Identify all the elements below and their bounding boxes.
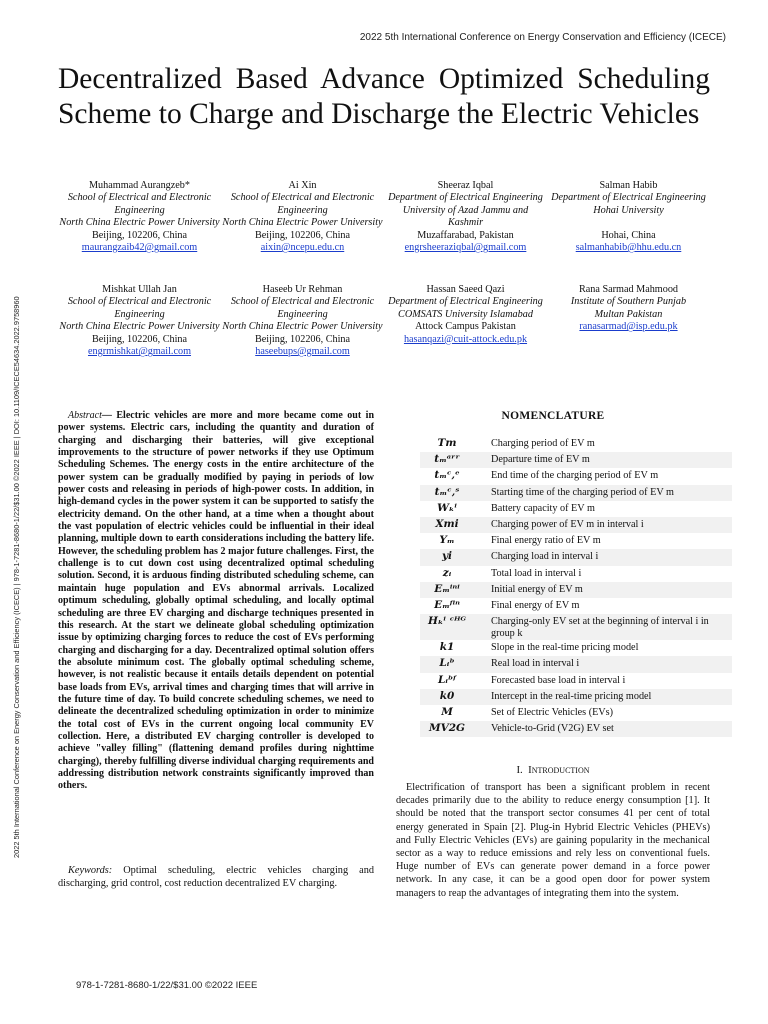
author-name: Salman Habib bbox=[599, 180, 658, 191]
nomenclature-definition: Charging power of EV m in interval i bbox=[491, 518, 644, 530]
nomenclature-table bbox=[420, 436, 732, 737]
nomenclature-symbol: Xmi bbox=[435, 517, 459, 530]
table-row bbox=[420, 598, 732, 614]
author-city: Beijing, 102206, China bbox=[91, 229, 188, 241]
side-doi-text: 2022 5th International Conference on Energy Conservation and Efficiency (ICECE) | 978-1-7281-8680-1/22/$31.00 ©2022 IEEE | DOI: 10.1109/ICECE54634.2022.9758960 bbox=[12, 296, 21, 858]
nomenclature-definition: Final energy of EV m bbox=[491, 599, 580, 611]
nomenclature-symbol: k1 bbox=[439, 641, 455, 654]
abstract-label: Abstract bbox=[68, 410, 102, 421]
nomenclature-symbol: Eₘⁱⁿⁱ bbox=[434, 582, 460, 595]
nomenclature-symbol: zᵢ bbox=[442, 566, 452, 579]
author-affiliation: Institute of Southern Punjab bbox=[570, 296, 687, 308]
author-block bbox=[221, 180, 384, 254]
table-row bbox=[420, 468, 732, 484]
nomenclature-symbol: Wₖⁱ bbox=[437, 501, 457, 514]
author-affiliation: North China Electric Power University bbox=[222, 321, 383, 333]
author-affiliation: Department of Electrical Engineering bbox=[388, 296, 543, 308]
nomenclature-definition: Starting time of the charging period of EV m bbox=[491, 486, 674, 498]
table-row bbox=[420, 566, 732, 582]
nomenclature-definition: Total load in interval i bbox=[491, 567, 582, 579]
table-row bbox=[420, 517, 732, 533]
table-row bbox=[420, 689, 732, 705]
table-row bbox=[420, 721, 732, 737]
author-email-link[interactable]: engrsheeraziqbal@gmail.com bbox=[404, 242, 527, 254]
table-row bbox=[420, 673, 732, 689]
nomenclature-definition: Charging period of EV m bbox=[491, 438, 595, 449]
author-affiliation: North China Electric Power University bbox=[59, 217, 220, 229]
table-row bbox=[420, 436, 732, 452]
page-footer: 978-1-7281-8680-1/22/$31.00 ©2022 IEEE bbox=[76, 980, 258, 991]
introduction-paragraph: Electrification of transport has been a significant problem in recent decades primarily due to the ability to reduce energy consumption [1]. It should be noted that the transport sector consumes 41 per cent of total energy generated in Spain [2]. Plug-in Hybrid Electric Vehicles (PHEVs) and Fully Electric Vehicles (EVs) are gaining popularity in the mechanical sector as a way to reduce emissions and rely less on conventional fuels. Huge number of EVs can generate power demand in a force power network. In any case, it can be a good open door for power system managers to reap the advantages of integrating them into the system. bbox=[396, 782, 710, 899]
author-email-link[interactable]: aixin@ncepu.edu.cn bbox=[260, 242, 345, 254]
author-affiliation: Hohai University bbox=[593, 204, 664, 216]
nomenclature-symbol: Lᵢᵇᶠ bbox=[438, 673, 456, 686]
nomenclature-definition: Battery capacity of EV m bbox=[491, 502, 595, 514]
keywords-text: Optimal scheduling, electric vehicles charging and discharging, grid control, cost reduction decentralized EV charging. bbox=[58, 865, 374, 889]
table-row bbox=[420, 501, 732, 517]
nomenclature-definition: End time of the charging period of EV m bbox=[491, 470, 659, 482]
nomenclature-definition: Forecasted base load in interval i bbox=[491, 674, 626, 686]
author-city: Beijing, 102206, China bbox=[91, 333, 188, 345]
table-row bbox=[420, 640, 732, 656]
author-affiliation: North China Electric Power University bbox=[59, 321, 220, 333]
author-block bbox=[384, 284, 547, 358]
author-affiliation: School of Electrical and Electronic Engineering bbox=[67, 192, 212, 216]
author-name: Muhammad Aurangzeb* bbox=[89, 180, 190, 191]
keywords-label: Keywords: bbox=[68, 865, 113, 876]
table-row bbox=[420, 582, 732, 598]
nomenclature-symbol: MV2G bbox=[428, 722, 466, 735]
author-affiliation: School of Electrical and Electronic Engineering bbox=[230, 192, 375, 216]
author-affiliation: School of Electrical and Electronic Engineering bbox=[67, 296, 212, 320]
author-city: Attock Campus Pakistan bbox=[415, 321, 516, 333]
author-row-1 bbox=[58, 180, 710, 254]
table-row bbox=[420, 705, 732, 721]
nomenclature-symbol: tₘᶜ‚ᵉ bbox=[434, 469, 460, 482]
author-city: Beijing, 102206, China bbox=[254, 333, 351, 345]
nomenclature-definition: Initial energy of EV m bbox=[491, 583, 583, 595]
author-name: Hassan Saeed Qazi bbox=[426, 284, 505, 295]
nomenclature-definition: Slope in the real-time pricing model bbox=[491, 642, 639, 654]
paper-title: Decentralized Based Advance Optimized Scheduling Scheme to Charge and Discharge the Electric Vehicles bbox=[58, 63, 710, 130]
nomenclature-symbol: tₘᵃʳʳ bbox=[434, 453, 460, 466]
side-doi-strip bbox=[12, 168, 28, 858]
nomenclature-symbol: M bbox=[441, 706, 453, 718]
table-row bbox=[420, 533, 732, 549]
nomenclature-definition: Intercept in the real-time pricing model bbox=[491, 690, 652, 702]
author-email-link[interactable]: hasanqazi@cuit-attock.edu.pk bbox=[403, 333, 528, 345]
nomenclature-definition: Final energy ratio of EV m bbox=[491, 535, 601, 547]
table-row bbox=[420, 656, 732, 672]
nomenclature-symbol: Tm bbox=[437, 437, 457, 449]
author-block bbox=[384, 180, 547, 254]
author-email-link[interactable]: ranasarmad@isp.edu.pk bbox=[579, 321, 678, 333]
nomenclature-title: NOMENCLATURE bbox=[501, 410, 605, 422]
author-block bbox=[58, 180, 221, 254]
author-affiliation: Multan Pakistan bbox=[594, 308, 663, 320]
author-name: Ai Xin bbox=[288, 180, 317, 191]
nomenclature-symbol: Eₘᶠⁱⁿ bbox=[434, 598, 460, 611]
author-row-2 bbox=[58, 284, 710, 358]
section-heading-introduction bbox=[396, 764, 710, 776]
nomenclature-definition: Set of Electric Vehicles (EVs) bbox=[491, 707, 614, 718]
author-spacer bbox=[547, 217, 710, 229]
nomenclature-definition: Charging-only EV set at the beginning of interval i in group k bbox=[491, 616, 709, 639]
author-email-link[interactable]: salmanhabib@hhu.edu.cn bbox=[575, 242, 682, 254]
nomenclature-definition: Real load in interval i bbox=[491, 658, 580, 670]
nomenclature-symbol: yi bbox=[441, 550, 453, 563]
nomenclature-symbol: k0 bbox=[439, 689, 455, 702]
author-city: Muzaffarabad, Pakistan bbox=[417, 229, 514, 241]
author-affiliation: Department of Electrical Engineering bbox=[388, 192, 543, 204]
table-row bbox=[420, 452, 732, 468]
section-number: I. bbox=[516, 764, 523, 776]
author-block bbox=[58, 284, 221, 358]
author-affiliation: School of Electrical and Electronic Engineering bbox=[230, 296, 375, 320]
author-block bbox=[221, 284, 384, 358]
nomenclature-definition: Departure time of EV m bbox=[491, 454, 590, 466]
keywords bbox=[58, 864, 374, 890]
abstract-text: Electric vehicles are more and more became come out in power systems. Electric cars, including the quantity and duration of charging and discharging their batteries, will give exceptional improvements to the structure of power networks if they use Optimum Scheduling Schemes. The energy costs in the entire architecture of the power system can be gradually modified by paying in periods of low power costs and releasing in periods of high-power costs. In addition, in high-demand cycles in the power system it can be supported to satisfy the electricity demand. On the other hand, at a time when a thought about the vast population of electric vehicles could be influential in their ideal planning, multiple down to earth considerations including the battery life. However, the scheduling problem has 2 major future challenges. First, the challenge is to cut down cost using decentralized optimal scheduling solution. Second, it is arduous finding distributed scheduling scheme, can maintain huge population and EVs abnormal arrivals. Localized optimum scheduling, globally optimal scheduling, and locally optimal scheduling are three EV charging and discharge techniques presented in this research. At the start we delineate global scheduling optimization issue by optimizing charging forces to reduce the cost of EVs performing charging and discharging for a day. Decentralized optimal solution offers the absolute minimum cost. The globally optimal scheduling scheme, however, is not realistic because it entails details dependent on potential base loads from EVs, arrival times and charging times that will arrive in the future time of day. To build concrete scheduling schemes, we need to delineate the decentralized scheduling optimization in order to minimize the total cost of EVs in the current ongoing local community EV collection. Here, a distributed EV charging controller is developed to achieve "valley filling" (flattening demand profiles during nighttime charging), thereby fulfilling diverse individual charging requirements and addressing distribution network constraints significantly improved than others. bbox=[58, 410, 375, 792]
nomenclature-definition: Charging load in interval i bbox=[491, 551, 599, 563]
author-affiliation: North China Electric Power University bbox=[222, 217, 383, 229]
author-city: Hohai, China bbox=[601, 229, 656, 241]
author-city: Beijing, 102206, China bbox=[254, 229, 351, 241]
table-row bbox=[420, 614, 732, 640]
nomenclature-symbol: Lᵢᵇ bbox=[439, 657, 455, 670]
nomenclature-symbol: Hₖⁱ ᶜᴴᴳ bbox=[428, 615, 466, 628]
author-email-link[interactable]: maurangzaib42@gmail.com bbox=[81, 242, 198, 254]
author-name: Rana Sarmad Mahmood bbox=[578, 284, 679, 295]
nomenclature-symbol: Yₘ bbox=[439, 534, 455, 547]
section-title: Introduction bbox=[528, 764, 590, 776]
author-affiliation: Department of Electrical Engineering bbox=[551, 192, 706, 204]
author-affiliation: University of Azad Jammu and Kashmir bbox=[402, 204, 529, 229]
author-name: Mishkat Ullah Jan bbox=[102, 284, 177, 295]
author-block bbox=[547, 284, 710, 358]
author-email-link[interactable]: engrmishkat@gmail.com bbox=[87, 346, 192, 358]
nomenclature-symbol: tₘᶜ‚ˢ bbox=[434, 485, 460, 498]
author-block bbox=[547, 180, 710, 254]
abstract bbox=[58, 410, 374, 793]
author-name: Sheeraz Iqbal bbox=[437, 180, 494, 191]
author-name: Haseeb Ur Rehman bbox=[262, 284, 343, 295]
author-email-link[interactable]: haseebups@gmail.com bbox=[255, 346, 350, 358]
nomenclature-definition: Vehicle-to-Grid (V2G) EV set bbox=[491, 723, 614, 735]
conference-header: 2022 5th International Conference on Energy Conservation and Efficiency (ICECE) bbox=[359, 32, 726, 43]
table-row bbox=[420, 549, 732, 565]
table-row bbox=[420, 485, 732, 501]
author-affiliation: COMSATS University Islamabad bbox=[398, 308, 533, 320]
abstract-dash: — bbox=[101, 410, 112, 421]
